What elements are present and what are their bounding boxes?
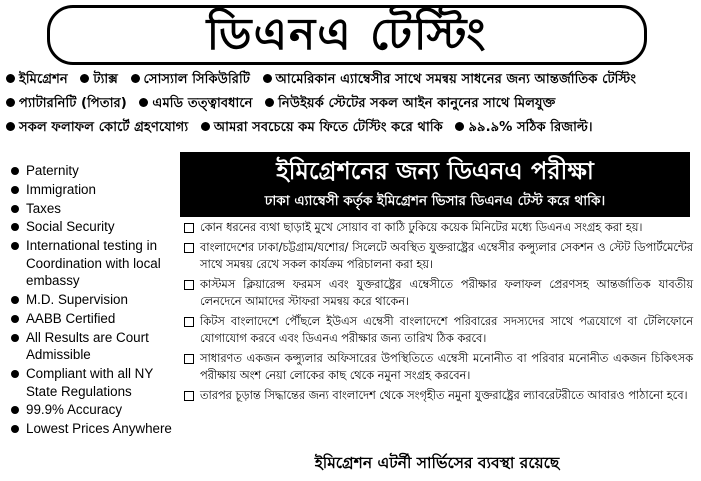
english-features-list [8,162,176,439]
list-item: AABB Certified [8,310,176,328]
bullet-icon [11,186,19,194]
bullet-icon [6,122,15,131]
bullet-icon [139,98,148,107]
bullet-icon [131,74,140,83]
list-item: তারপর চূড়ান্ত সিদ্ধান্তের জন্য বাংলাদেশ থেকে সংগৃহীত নমুনা যুক্তরাষ্ট্রের ল্যাবরেটরীতে আবারও পাঠানো হবে। [183,387,693,404]
bullet-icon [6,98,15,107]
list-item: International testing in Coordination with local embassy [8,237,176,290]
service-item: আমেরিকান এ্যাম্বেসীর সাথে সমন্বয় সাধনের জন্য আন্তর্জাতিক টেস্টিং [263,72,637,87]
service-item: ইমিগ্রেশন [6,72,76,87]
list-item: বাংলাদেশের ঢাকা/চট্টগ্রাম/যশোর/ সিলেটে অবস্থিত যুক্তরাষ্ট্রের এম্বেসীর কন্স্যুলার সেকশন ও স্টেট ডিপার্টমেন্টের সাথে সমন্বয় রেখে সকল কার্যক্রম পরিচালনা করা হয়। [183,239,693,274]
services-line [6,68,696,92]
process-points-list [183,219,693,407]
bullet-icon [11,370,19,378]
bullet-icon [263,74,272,83]
bullet-icon [455,122,464,131]
bullet-icon [11,242,19,250]
service-item: আমরা সবচেয়ে কম ফিতে টেস্টিং করে থাকি [201,120,451,135]
list-item: 99.9% Accuracy [8,401,176,419]
bullet-icon [265,98,274,107]
service-item: নিউইয়র্ক স্টেটের সকল আইন কানুনের সাথে মিলযুক্ত [265,96,555,111]
service-item: এমডি তত্ত্বাবধানে [139,96,260,111]
bullet-icon [11,167,19,175]
bullet-icon [11,205,19,213]
list-item: কোন ধরনের ব্যথা ছাড়াই মুখে সোয়াব বা কাঠি ঢুকিয়ে কয়েক মিনিটের মধ্যে ডিএনএ সংগ্রহ করা হয়। [183,219,693,236]
list-item: Taxes [8,200,176,218]
list-item: Paternity [8,162,176,180]
services-line [6,92,696,116]
bullet-icon [11,334,19,342]
title-banner [47,5,647,65]
service-item: সোস্যাল সিকিউরিটি [131,72,258,87]
subheadline: ঢাকা এ্যাম্বেসী কর্তৃক ইমিগ্রেশন ভিসার ডিএনএ টেস্ট করে থাকি। [264,193,606,209]
list-item: Immigration [8,181,176,199]
list-item: All Results are Court Admissible [8,329,176,364]
checkbox-square-icon [184,354,194,364]
checkbox-square-icon [184,223,194,233]
checkbox-square-icon [184,391,194,401]
list-item: M.D. Supervision [8,291,176,309]
headline-box [180,152,690,217]
headline: ইমিগ্রেশনের জন্য ডিএনএ পরীক্ষা [276,157,594,185]
list-item: কাস্টমস ক্লিয়ারেন্স ফরমস এবং যুক্তরাষ্ট্রের এম্বেসীতে পরীক্ষার ফলাফল প্রেরণসহ আন্তর্জাতিক যাবতীয় লেনদেনে আমাদের স্টাফরা সমন্বয় করে থাকেন। [183,276,693,311]
checkbox-square-icon [184,280,194,290]
page-title: ডিএনএ টেস্টিং [206,9,488,60]
list-item: সাধারণত একজন কন্স্যুলার অফিসারের উপস্থিতিতে এম্বেসী মনোনীত বা পরিবার মনোনীত একজন চিকিৎসক পরীক্ষায় অংশ নেয়া লোকের কাছ থেকে নমুনা সংগ্রহ করবেন। [183,350,693,385]
services-list [6,68,696,140]
bullet-icon [11,315,19,323]
list-item: Social Security [8,218,176,236]
service-item: প্যাটারনিটি (পিতার) [6,96,135,111]
service-item: সকল ফলাফল কোর্টে গ্রহণযোগ্য [6,120,196,135]
bullet-icon [201,122,210,131]
bullet-icon [80,74,89,83]
list-item: কিটস বাংলাদেশে পৌঁছলে ইউএস এম্বেসী বাংলাদেশে পরিবারের সদস্যদের সাথে পত্রযোগে বা টেলিফোনে যোগাযোগ করবে এবং ডিএনএ পরীক্ষার জন্য তারিখ ঠিক করবে। [183,313,693,348]
service-item: ৯৯.৯% সঠিক রিজাল্ট। [455,120,592,135]
bullet-icon [6,74,15,83]
list-item: Compliant with all NY State Regulations [8,365,176,400]
bullet-icon [11,406,19,414]
list-item: Lowest Prices Anywhere [8,420,176,438]
bullet-icon [11,223,19,231]
bullet-icon [11,425,19,433]
checkbox-square-icon [184,317,194,327]
footer-note: ইমিগ্রেশন এটর্নী সার্ভিসের ব্যবস্থা রয়েছে [314,454,560,472]
service-item: ট্যাক্স [80,72,126,87]
bullet-icon [11,296,19,304]
services-line [6,116,696,140]
checkbox-square-icon [184,243,194,253]
